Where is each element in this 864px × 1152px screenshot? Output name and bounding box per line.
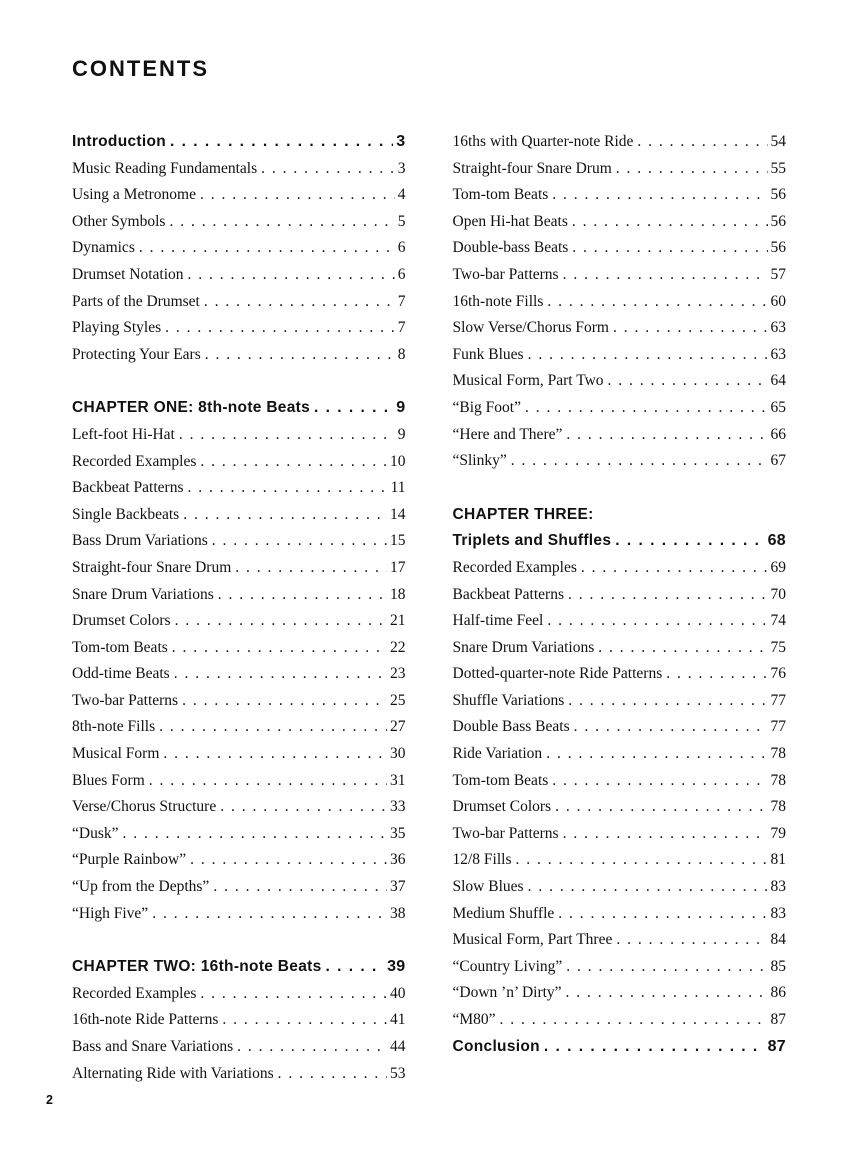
toc-entry-row: [72, 475, 406, 502]
toc-entry-row: [72, 635, 406, 662]
toc-entry-row: [453, 209, 787, 236]
toc-entry-page: 37: [390, 878, 406, 896]
toc-entry-row: [72, 156, 406, 183]
toc-entry-row: [453, 608, 787, 635]
toc-entry-row: [453, 980, 787, 1007]
toc-entry-label: “High Five”: [72, 904, 149, 922]
dot-leader: [566, 980, 768, 1007]
dot-leader: [511, 448, 768, 475]
toc-entry-page: 86: [770, 984, 786, 1002]
dot-leader: [563, 262, 768, 289]
toc-entry-page: 65: [770, 398, 786, 416]
toc-entry-page: 9: [396, 399, 406, 417]
toc-entry-label: “Up from the Depths”: [72, 878, 210, 896]
toc-entry-row: [72, 1061, 406, 1088]
toc-entry-label: Dotted-quarter-note Ride Patterns: [452, 665, 663, 683]
toc-entry-label: Snare Drum Variations: [72, 585, 214, 603]
toc-column-right: [453, 129, 787, 1087]
toc-entry-label: Blues Form: [72, 771, 145, 789]
toc-entry-page: 6: [397, 265, 406, 283]
toc-entry-page: 56: [770, 212, 786, 230]
toc-entry-label: Slow Verse/Chorus Form: [452, 319, 609, 337]
dot-leader: [563, 821, 768, 848]
toc-entry-page: 25: [390, 691, 406, 709]
toc-entry-row: [453, 661, 787, 688]
toc-entry-page: 78: [770, 771, 786, 789]
toc-entry-page: 11: [390, 479, 406, 497]
dot-leader: [163, 741, 387, 768]
toc-entry-page: 41: [390, 1011, 406, 1029]
dot-leader: [613, 315, 768, 342]
toc-entry-page: 18: [390, 585, 406, 603]
toc-entry-row: [72, 874, 406, 901]
toc-entry-page: 39: [387, 958, 406, 976]
toc-entry-page: 87: [767, 1037, 786, 1055]
toc-entry-row: [72, 821, 406, 848]
toc-entry-label: Alternating Ride with Variations: [72, 1064, 274, 1082]
toc-entry-row: [72, 1034, 406, 1061]
toc-entry-page: 77: [770, 691, 786, 709]
toc-entry-label: 16ths with Quarter-note Ride: [452, 133, 634, 150]
dot-leader: [204, 289, 395, 316]
toc-entry-row: [72, 901, 406, 928]
toc-entry-page: 67: [770, 452, 786, 470]
toc-entry-label: Slow Blues: [452, 878, 524, 896]
toc-entry-label: Double-bass Beats: [452, 239, 569, 257]
toc-entry-label: Medium Shuffle: [452, 904, 555, 922]
toc-entry-page: 60: [770, 292, 786, 310]
toc-entry-label: Ride Variation: [452, 745, 543, 763]
toc-entry-page: 3: [397, 159, 406, 177]
toc-entry-row: [453, 315, 787, 342]
toc-entry-label: Shuffle Variations: [452, 691, 565, 709]
dot-leader: [572, 209, 768, 236]
toc-entry-page: 83: [770, 878, 786, 896]
toc-entry-label: Bass and Snare Variations: [72, 1038, 234, 1055]
toc-entry-row: [453, 422, 787, 449]
toc-entry-label: Odd-time Beats: [72, 665, 170, 683]
toc-entry-row: [453, 235, 787, 262]
toc-entry-label: “Country Living”: [452, 957, 563, 975]
dot-leader: [205, 342, 395, 369]
toc-entry-row: [453, 368, 787, 395]
toc-entry-label: Recorded Examples: [72, 452, 197, 470]
toc-entry-label: “Purple Rainbow”: [72, 851, 187, 869]
toc-heading-row: [453, 528, 787, 555]
toc-entry-row: [72, 342, 406, 369]
dot-leader: [222, 1007, 387, 1034]
toc-entry-page: 69: [770, 558, 786, 576]
toc-heading-row: [453, 1034, 787, 1061]
dot-leader: [183, 502, 387, 529]
toc-entry-row: [72, 794, 406, 821]
toc-entry-page: 3: [396, 133, 406, 150]
toc-entry-row: [72, 555, 406, 582]
toc-entry-row: [453, 714, 787, 741]
toc-entry-label: CHAPTER THREE:: [452, 505, 594, 523]
toc-entry-label: Musical Form, Part Three: [452, 931, 613, 949]
toc-entry-row: [453, 927, 787, 954]
dot-leader: [200, 182, 395, 209]
toc-entry-page: 77: [770, 718, 786, 736]
toc-entry-page: 14: [390, 505, 406, 523]
toc-entry-row: [453, 794, 787, 821]
toc-entry-label: “Here and There”: [452, 425, 563, 443]
toc-entry-row: [453, 688, 787, 715]
toc-entry-page: 78: [770, 798, 786, 816]
dot-leader: [139, 235, 395, 262]
toc-entry-page: 79: [770, 824, 786, 842]
toc-entry-row: [72, 741, 406, 768]
dot-leader: [528, 342, 768, 369]
toc-entry-page: 56: [770, 239, 786, 257]
toc-entry-page: 68: [767, 532, 786, 550]
toc-entry-page: 15: [390, 532, 406, 550]
toc-entry-row: [72, 608, 406, 635]
toc-entry-label: Conclusion: [452, 1037, 540, 1055]
toc-entry-page: 57: [770, 265, 786, 283]
dot-leader: [637, 129, 767, 156]
toc-entry-row: [72, 1007, 406, 1034]
toc-entry-row: [72, 661, 406, 688]
toc-entry-row: [453, 954, 787, 981]
toc-entry-page: 23: [390, 665, 406, 683]
toc-entry-label: Recorded Examples: [72, 984, 197, 1002]
dot-leader: [187, 475, 387, 502]
toc-entry-row: [72, 714, 406, 741]
toc-entry-label: Parts of the Drumset: [72, 292, 200, 310]
dot-leader: [149, 768, 387, 795]
toc-entry-row: [453, 156, 787, 183]
toc-entry-row: [453, 874, 787, 901]
toc-entry-label: Straight-four Snare Drum: [452, 159, 612, 177]
toc-entry-page: 21: [390, 612, 406, 630]
dot-leader: [616, 927, 767, 954]
toc-entry-label: 16th-note Fills: [452, 292, 544, 310]
toc-entry-row: [453, 555, 787, 582]
toc-entry-label: “M80”: [452, 1011, 496, 1028]
toc-entry-label: CHAPTER ONE: 8th-note Beats: [72, 399, 311, 417]
toc-entry-row: [72, 528, 406, 555]
dot-leader: [666, 661, 767, 688]
toc-entry-label: Dynamics: [72, 239, 135, 257]
dot-leader: [188, 262, 395, 289]
toc-entry-label: Triplets and Shuffles: [452, 532, 612, 550]
toc-entry-page: 35: [390, 824, 406, 842]
dot-leader: [182, 688, 387, 715]
toc-entry-label: Two-bar Patterns: [452, 824, 559, 842]
dot-leader: [528, 874, 768, 901]
toc-entry-page: 44: [390, 1038, 406, 1055]
toc-heading-row: [453, 502, 787, 529]
toc-entry-page: 76: [770, 665, 786, 683]
toc-entry-label: Tom-tom Beats: [452, 771, 549, 789]
toc-entry-label: Single Backbeats: [72, 505, 180, 523]
dot-leader: [212, 528, 387, 555]
toc-entry-label: Musical Form: [72, 745, 160, 763]
toc-entry-row: [72, 847, 406, 874]
dot-leader: [615, 528, 764, 555]
dot-leader: [235, 555, 387, 582]
toc-entry-label: Tom-tom Beats: [452, 186, 549, 204]
toc-entry-label: Verse/Chorus Structure: [72, 798, 217, 816]
toc-entry-label: Funk Blues: [452, 345, 524, 363]
toc-entry-label: Drumset Colors: [452, 798, 552, 816]
toc-entry-label: Backbeat Patterns: [452, 585, 564, 603]
toc-entry-page: 10: [390, 452, 406, 470]
dot-leader: [574, 714, 768, 741]
toc-entry-label: “Down ’n’ Dirty”: [452, 984, 562, 1002]
toc-entry-page: 22: [390, 638, 406, 656]
dot-leader: [172, 635, 387, 662]
toc-entry-row: [72, 182, 406, 209]
toc-entry-page: 81: [770, 851, 786, 869]
toc-entry-row: [453, 448, 787, 475]
toc-content: [72, 56, 786, 1087]
toc-entry-label: Recorded Examples: [452, 558, 577, 576]
toc-entry-page: 33: [390, 798, 406, 816]
toc-entry-row: [453, 182, 787, 209]
toc-entry-row: [453, 768, 787, 795]
toc-entry-page: 4: [397, 186, 406, 204]
toc-entry-page: 6: [397, 239, 406, 257]
toc-entry-label: 12/8 Fills: [452, 851, 512, 869]
dot-leader: [314, 395, 393, 422]
toc-entry-label: Musical Form, Part Two: [452, 372, 604, 390]
toc-entry-label: Music Reading Fundamentals: [72, 159, 258, 177]
toc-entry-label: Double Bass Beats: [452, 718, 570, 736]
dot-leader: [544, 1034, 765, 1061]
dot-leader: [566, 422, 767, 449]
toc-entry-page: 66: [770, 425, 786, 443]
dot-leader: [616, 156, 768, 183]
toc-entry-row: [72, 981, 406, 1008]
toc-entry-page: 85: [770, 957, 786, 975]
dot-leader: [123, 821, 388, 848]
toc-columns: [72, 129, 786, 1087]
toc-entry-label: 8th-note Fills: [72, 718, 156, 736]
dot-leader: [200, 449, 387, 476]
toc-entry-page: 87: [770, 1011, 786, 1028]
dot-leader: [547, 289, 767, 316]
dot-leader: [261, 156, 395, 183]
toc-entry-page: 55: [770, 159, 786, 177]
toc-entry-label: “Slinky”: [452, 452, 507, 470]
toc-entry-row: [453, 395, 787, 422]
dot-leader: [165, 315, 395, 342]
toc-entry-row: [72, 422, 406, 449]
toc-entry-page: 74: [770, 612, 786, 630]
toc-entry-page: 54: [770, 133, 786, 150]
toc-entry-page: 40: [390, 984, 406, 1002]
toc-entry-label: “Big Foot”: [452, 398, 521, 416]
toc-heading-row: [72, 129, 406, 156]
toc-entry-page: 70: [770, 585, 786, 603]
toc-entry-row: [72, 768, 406, 795]
toc-entry-page: 63: [770, 345, 786, 363]
toc-entry-label: Backbeat Patterns: [72, 479, 184, 497]
toc-entry-page: 75: [770, 638, 786, 656]
dot-leader: [547, 608, 767, 635]
toc-entry-label: Left-foot Hi-Hat: [72, 425, 175, 443]
toc-entry-page: 17: [390, 558, 406, 576]
toc-entry-page: 36: [390, 851, 406, 869]
dot-leader: [278, 1061, 387, 1088]
dot-leader: [552, 768, 767, 795]
toc-entry-row: [72, 209, 406, 236]
dot-leader: [174, 661, 387, 688]
dot-leader: [500, 1007, 768, 1034]
toc-entry-page: 84: [770, 931, 786, 949]
toc-entry-page: 83: [770, 904, 786, 922]
toc-entry-label: Playing Styles: [72, 319, 162, 337]
toc-entry-row: [453, 821, 787, 848]
toc-entry-row: [72, 582, 406, 609]
dot-leader: [220, 794, 387, 821]
toc-entry-page: 56: [770, 186, 786, 204]
toc-entry-label: Two-bar Patterns: [72, 691, 179, 709]
toc-entry-row: [453, 342, 787, 369]
toc-entry-row: [453, 289, 787, 316]
dot-leader: [572, 235, 767, 262]
toc-entry-page: 78: [770, 745, 786, 763]
toc-heading-row: [72, 395, 406, 422]
footer-page-number: 2: [46, 1093, 53, 1107]
dot-leader: [213, 874, 387, 901]
toc-heading-row: [72, 954, 406, 981]
dot-leader: [326, 954, 385, 981]
toc-entry-row: [72, 289, 406, 316]
toc-entry-label: Straight-four Snare Drum: [72, 558, 232, 576]
toc-entry-row: [453, 635, 787, 662]
toc-entry-page: 7: [397, 319, 406, 337]
toc-entry-page: 64: [770, 372, 786, 390]
toc-entry-page: 30: [390, 745, 406, 763]
toc-entry-page: 38: [390, 904, 406, 922]
toc-entry-row: [72, 502, 406, 529]
toc-entry-label: Other Symbols: [72, 212, 166, 230]
toc-entry-label: Snare Drum Variations: [452, 638, 595, 656]
toc-entry-row: [453, 1007, 787, 1034]
dot-leader: [568, 688, 767, 715]
toc-entry-label: Protecting Your Ears: [72, 345, 201, 363]
toc-entry-label: CHAPTER TWO: 16th-note Beats: [72, 958, 322, 976]
dot-leader: [516, 847, 768, 874]
toc-entry-label: Bass Drum Variations: [72, 532, 208, 550]
page-title: CONTENTS: [72, 56, 209, 81]
dot-leader: [218, 582, 387, 609]
dot-leader: [175, 608, 387, 635]
toc-entry-label: 16th-note Ride Patterns: [72, 1011, 219, 1029]
toc-entry-row: [72, 235, 406, 262]
toc-entry-row: [72, 262, 406, 289]
toc-entry-row: [453, 582, 787, 609]
dot-leader: [159, 714, 387, 741]
toc-entry-page: 8: [397, 345, 406, 363]
toc-entry-row: [453, 741, 787, 768]
toc-entry-row: [453, 901, 787, 928]
toc-entry-page: 9: [397, 425, 406, 443]
dot-leader: [608, 368, 768, 395]
dot-leader: [552, 182, 767, 209]
dot-leader: [200, 981, 387, 1008]
toc-entry-page: 27: [390, 718, 406, 736]
dot-leader: [190, 847, 387, 874]
dot-leader: [237, 1034, 387, 1061]
toc-entry-label: Drumset Notation: [72, 265, 184, 283]
dot-leader: [555, 794, 767, 821]
dot-leader: [566, 954, 767, 981]
toc-entry-row: [72, 688, 406, 715]
dot-leader: [598, 635, 767, 662]
toc-entry-label: Introduction: [72, 133, 166, 150]
dot-leader: [568, 582, 768, 609]
toc-entry-row: [453, 129, 787, 156]
toc-entry-row: [72, 449, 406, 476]
toc-entry-label: Two-bar Patterns: [452, 265, 559, 283]
toc-entry-label: Drumset Colors: [72, 612, 171, 630]
toc-entry-page: 7: [397, 292, 406, 310]
dot-leader: [152, 901, 387, 928]
dot-leader: [170, 129, 393, 156]
toc-entry-row: [453, 262, 787, 289]
toc-entry-label: Open Hi-hat Beats: [452, 212, 568, 230]
toc-entry-label: Tom-tom Beats: [72, 638, 168, 656]
toc-entry-label: Half-time Feel: [452, 612, 544, 630]
toc-entry-row: [453, 847, 787, 874]
toc-entry-page: 5: [397, 212, 406, 230]
toc-entry-row: [72, 315, 406, 342]
dot-leader: [558, 901, 767, 928]
dot-leader: [169, 209, 394, 236]
dot-leader: [546, 741, 767, 768]
dot-leader: [525, 395, 768, 422]
dot-leader: [581, 555, 768, 582]
toc-entry-label: Using a Metronome: [72, 186, 196, 204]
dot-leader: [179, 422, 395, 449]
toc-entry-page: 63: [770, 319, 786, 337]
toc-entry-page: 31: [390, 771, 406, 789]
toc-column-left: [72, 129, 406, 1087]
toc-entry-label: “Dusk”: [72, 824, 119, 842]
toc-entry-page: 53: [390, 1064, 406, 1082]
